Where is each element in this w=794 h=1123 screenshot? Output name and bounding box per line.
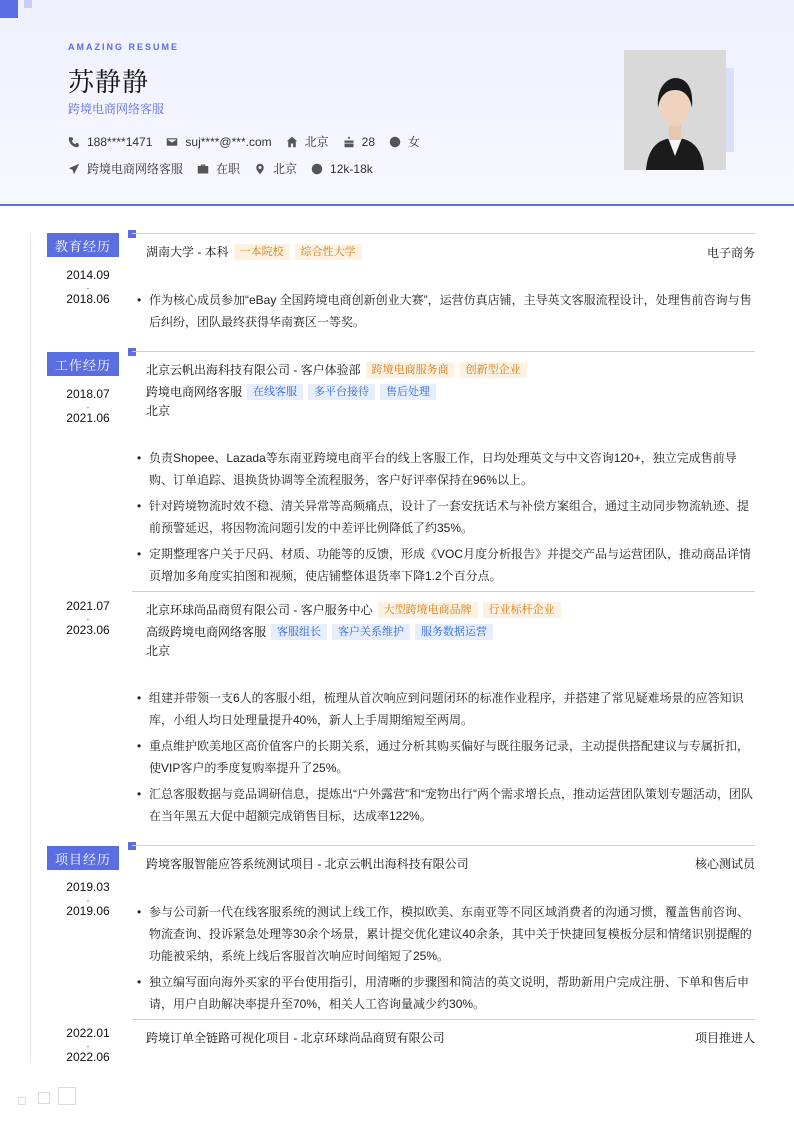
status-text: 在职 bbox=[216, 162, 241, 176]
footer-decoration bbox=[58, 1087, 76, 1105]
date-separator: - bbox=[86, 403, 90, 412]
mail-icon bbox=[166, 136, 178, 148]
brand-label: AMAZING RESUME bbox=[68, 42, 179, 52]
intent-job-item bbox=[68, 160, 183, 177]
contact-row bbox=[68, 133, 434, 150]
proj2-end-date: 2022.06 bbox=[66, 1050, 110, 1064]
candidate-title: 跨境电商网络客服 bbox=[68, 102, 165, 116]
role-tag: 售后处理 bbox=[380, 384, 436, 400]
date-separator: - bbox=[86, 1042, 90, 1051]
email-text: suj****@***.com bbox=[185, 134, 272, 149]
edu-start-date: 2014.09 bbox=[66, 268, 110, 282]
section-divider bbox=[132, 351, 755, 352]
job2-end-date: 2023.06 bbox=[66, 623, 110, 637]
section-marker bbox=[128, 348, 136, 356]
job1-role-row bbox=[146, 383, 436, 400]
salary-text: 12k-18k bbox=[330, 161, 373, 176]
job2-company-row bbox=[146, 601, 561, 618]
city-item bbox=[254, 160, 297, 177]
section-marker bbox=[128, 842, 136, 850]
section-marker bbox=[128, 230, 136, 238]
edu-tag: 综合性大学 bbox=[295, 244, 362, 260]
job1-role: 跨境电商网络客服 bbox=[146, 385, 243, 399]
job2-bullet: • 汇总客服数据与竞品调研信息，提炼出“户外露营”和“宠物出行”两个需求增长点，推动运营团队策划专题活动，团队在当年黑五大促中超额完成销售目标，达成率122%。 bbox=[137, 783, 754, 827]
hometown-text: 北京 bbox=[304, 135, 329, 149]
edu-bullet: • 作为核心成员参加“eBay 全国跨境电商创新创业大赛”，运营仿真店铺，主导英文客服流程设计，处理售前咨询与售后纠纷，团队最终获得华南赛区一等奖。 bbox=[137, 289, 754, 333]
hometown-item bbox=[286, 133, 329, 150]
entry-divider bbox=[132, 591, 755, 592]
edu-school: 湖南大学 - 本科 bbox=[146, 245, 229, 259]
proj1-bullet: • 参与公司新一代在线客服系统的测试上线工作，模拟欧美、东南亚等不同区域消费者的沟通习惯，覆盖售前咨询、物流查询、投诉紧急处理等30余个场景，累计提交优化建议40余条，其中关于快捷回复模板分层和情绪识别提醒的功能被采纳，系统上线后客服首次响应时间缩短了25%。 bbox=[137, 901, 754, 967]
resume-header bbox=[0, 0, 794, 206]
age-item bbox=[343, 135, 375, 149]
role-tag: 客服组长 bbox=[271, 624, 327, 640]
proj2-start-date: 2022.01 bbox=[66, 1026, 110, 1040]
phone-icon bbox=[68, 136, 80, 148]
section-divider bbox=[132, 233, 755, 234]
corner-decoration-small bbox=[24, 0, 32, 8]
company-tag: 行业标杆企业 bbox=[483, 602, 561, 618]
footer-decoration bbox=[18, 1097, 26, 1105]
job1-end-date: 2021.06 bbox=[66, 411, 110, 425]
company-tag: 创新型企业 bbox=[460, 362, 527, 378]
candidate-name: 苏静静 bbox=[68, 67, 150, 97]
job1-bullet: • 定期整理客户关于尺码、材质、功能等的反馈，形成《VOC月度分析报告》并提交产品与运营团队，推动商品详情页增加多角度实拍图和视频，使店铺整体退货率下降1.2个百分点。 bbox=[137, 543, 754, 587]
proj2-name: 跨境订单全链路可视化项目 - 北京环球尚品商贸有限公司 bbox=[146, 1031, 445, 1045]
proj1-name: 跨境客服智能应答系统测试项目 - 北京云帆出海科技有限公司 bbox=[146, 857, 469, 871]
briefcase-icon bbox=[197, 163, 209, 175]
gender-item bbox=[389, 133, 420, 150]
email-item bbox=[166, 135, 271, 149]
company-tag: 跨境电商服务商 bbox=[366, 362, 455, 378]
job1-bullet: • 针对跨境物流时效不稳、清关异常等高频痛点，设计了一套安抚话术与补偿方案组合，通过主动同步物流轨迹、提前预警延迟，将因物流问题引发的中差评比例降低了约35%。 bbox=[137, 495, 754, 539]
date-separator: - bbox=[86, 284, 90, 293]
section-projects-label: 项目经历 bbox=[47, 846, 119, 870]
role-tag: 客户关系维护 bbox=[332, 624, 410, 640]
job1-company: 北京云帆出海科技有限公司 - 客户体验部 bbox=[146, 363, 361, 377]
job2-company: 北京环球尚品商贸有限公司 - 客户服务中心 bbox=[146, 603, 373, 617]
job1-company-row bbox=[146, 361, 527, 378]
job1-bullet: • 负责Shopee、Lazada等东南亚跨境电商平台的线上客服工作，日均处理英文与中文咨询120+，独立完成售前导购、订单追踪、退换货协调等全流程服务，客户好评率保持在96%以上。 bbox=[137, 447, 754, 491]
edu-major: 电子商务 bbox=[706, 246, 755, 260]
entry-divider bbox=[132, 1019, 755, 1020]
section-divider bbox=[132, 845, 755, 846]
job2-role-row bbox=[146, 623, 493, 640]
location-pin-icon bbox=[254, 163, 266, 175]
proj1-role: 核心测试员 bbox=[694, 857, 755, 871]
corner-decoration bbox=[0, 0, 18, 18]
phone-text: 188****1471 bbox=[87, 134, 153, 149]
home-icon bbox=[286, 136, 298, 148]
gender-icon bbox=[389, 136, 401, 148]
proj1-end-date: 2019.06 bbox=[66, 904, 110, 918]
coin-icon bbox=[311, 163, 323, 175]
company-tag: 大型跨境电商品牌 bbox=[378, 602, 478, 618]
cake-icon bbox=[343, 136, 355, 148]
footer-decoration bbox=[38, 1092, 50, 1104]
job1-city: 北京 bbox=[146, 404, 171, 418]
job2-start-date: 2021.07 bbox=[66, 599, 110, 613]
edu-end-date: 2018.06 bbox=[66, 292, 110, 306]
gender-text: 女 bbox=[408, 135, 421, 149]
edu-school-row bbox=[146, 243, 362, 260]
intent-job-text: 跨境电商网络客服 bbox=[87, 162, 184, 176]
status-item bbox=[197, 160, 240, 177]
edu-tag: 一本院校 bbox=[234, 244, 290, 260]
timeline-line bbox=[30, 232, 31, 1064]
date-separator: - bbox=[86, 896, 90, 905]
job2-bullet: • 组建并带领一支6人的客服小组，梳理从首次响应到问题闭环的标准作业程序，并搭建了常见疑难场景的应答知识库，小组人均日处理量提升40%，新人上手周期缩短至两周。 bbox=[137, 687, 754, 731]
intent-row bbox=[68, 160, 387, 177]
city-text: 北京 bbox=[273, 162, 298, 176]
job2-city: 北京 bbox=[146, 644, 171, 658]
job2-bullet: • 重点维护欧美地区高价值客户的长期关系，通过分析其购买偏好与既往服务记录，主动提供搭配建议与专属折扣，使VIP客户的季度复购率提升了25%。 bbox=[137, 735, 754, 779]
job1-start-date: 2018.07 bbox=[66, 387, 110, 401]
section-work-label: 工作经历 bbox=[47, 352, 119, 376]
proj1-start-date: 2019.03 bbox=[66, 880, 110, 894]
proj2-role: 项目推进人 bbox=[694, 1031, 755, 1045]
proj1-bullet: • 独立编写面向海外买家的平台使用指引，用清晰的步骤图和简洁的英文说明，帮助新用户完成注册、下单和售后申请，用户自助解决率提升至70%，相关人工咨询量减少约30%。 bbox=[137, 971, 754, 1015]
profile-photo bbox=[624, 50, 726, 170]
job2-role: 高级跨境电商网络客服 bbox=[146, 625, 267, 639]
date-separator: - bbox=[86, 615, 90, 624]
salary-item bbox=[311, 162, 373, 176]
role-tag: 在线客服 bbox=[247, 384, 303, 400]
role-tag: 多平台接待 bbox=[308, 384, 375, 400]
age-text: 28 bbox=[361, 134, 375, 149]
phone-item bbox=[68, 135, 152, 149]
role-tag: 服务数据运营 bbox=[415, 624, 493, 640]
send-icon bbox=[68, 163, 80, 175]
section-education-label: 教育经历 bbox=[47, 233, 119, 257]
